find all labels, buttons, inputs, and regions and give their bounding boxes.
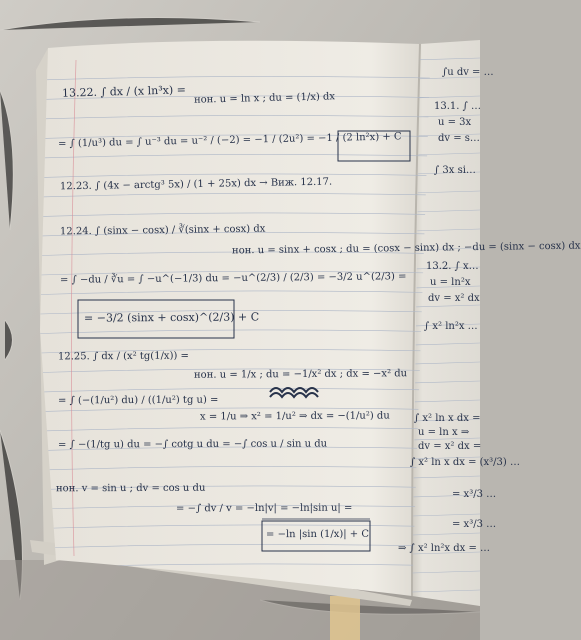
solution-12-24: = ∫ −du / ∛u = ∫ −u^(−1/3) du = −u^(2/3) / (2/3) = −3/2 u^(2/3) = — [59, 271, 407, 286]
answer-12-24: = −3/2 (sinx + cosx)^(2/3) + C — [83, 310, 260, 325]
cot-step-12-25: = ∫ −(1/tg u) du = −∫ cotg u du = −∫ cos u / sin u du — [57, 438, 328, 451]
problem-12-23: 12.23. ∫ (4x − arctg³ 5x) / (1 + 25x) dx → Виж. 12.17. — [59, 176, 333, 193]
right-line: ∫ x² ln x dx = — [414, 413, 481, 424]
right-line: u = 3x — [438, 117, 472, 128]
right-line: 13.2. ∫ x… — [426, 261, 479, 272]
table-leg — [330, 596, 360, 640]
right-line: ∫ 3x si… — [434, 165, 476, 176]
right-line: u = ln x ⇒ — [418, 427, 470, 438]
problem-12-24: 12.24. ∫ (sinx − cosx) / ∛(sinx + cosx) dx — [59, 223, 266, 238]
right-line: u = ln²x — [430, 277, 471, 288]
answer-12-25: = −ln |sin (1/x)| + C — [265, 528, 370, 541]
substitution2-12-25: нон. v = sin u ; dv = cos u du — [55, 482, 206, 495]
right-page-text — [398, 40, 520, 606]
result-12-25: = −∫ dv / v = −ln|v| = −ln|sin u| = — [175, 502, 353, 515]
substitution-12-25: нон. u = 1/x ; du = −1/x² dx ; dx = −x² du — [193, 368, 408, 381]
right-line: ∫ x² ln²x … — [424, 321, 478, 332]
substitution-12-24: нон. u = sinx + cosx ; du = (cosx − sinx) dx ; −du = (sinx − cosx) dx — [231, 240, 581, 257]
problem-13-22: 13.22. ∫ dx / (x ln³x) = — [61, 83, 187, 100]
right-line: ∫ x² ln x dx = (x³/3) … — [410, 457, 520, 468]
step-12-25: = ∫ (−(1/u²) du) / ((1/u²) tg u) = — [57, 394, 219, 407]
right-line: 13.1. ∫ … — [434, 101, 482, 112]
problem-12-25: 12.25. ∫ dx / (x² tg(1/x)) = — [57, 350, 189, 363]
right-line: dv = x² dx — [428, 293, 480, 304]
x-relation-12-25: x = 1/u ⇒ x² = 1/u² ⇒ dx = −(1/u²) du — [199, 410, 390, 423]
substitution-13-22: нон. u = ln x ; du = (1/x) dx — [193, 91, 336, 106]
right-line: = x³/3 … — [452, 489, 497, 500]
right-line: dv = s… — [438, 133, 480, 144]
solution-13-22: = ∫ (1/u³) du = ∫ u⁻³ du = u⁻² / (−2) = −1 / (2u²) = −1 / (2 ln²x) + C — [57, 131, 402, 150]
right-line: ∫u dv = … — [442, 67, 494, 78]
right-line: dv = x² dx = — [418, 441, 482, 452]
right-line: = x³/3 … — [452, 519, 497, 530]
right-line: ⇒ ∫ x² ln²x dx = … — [398, 543, 491, 554]
